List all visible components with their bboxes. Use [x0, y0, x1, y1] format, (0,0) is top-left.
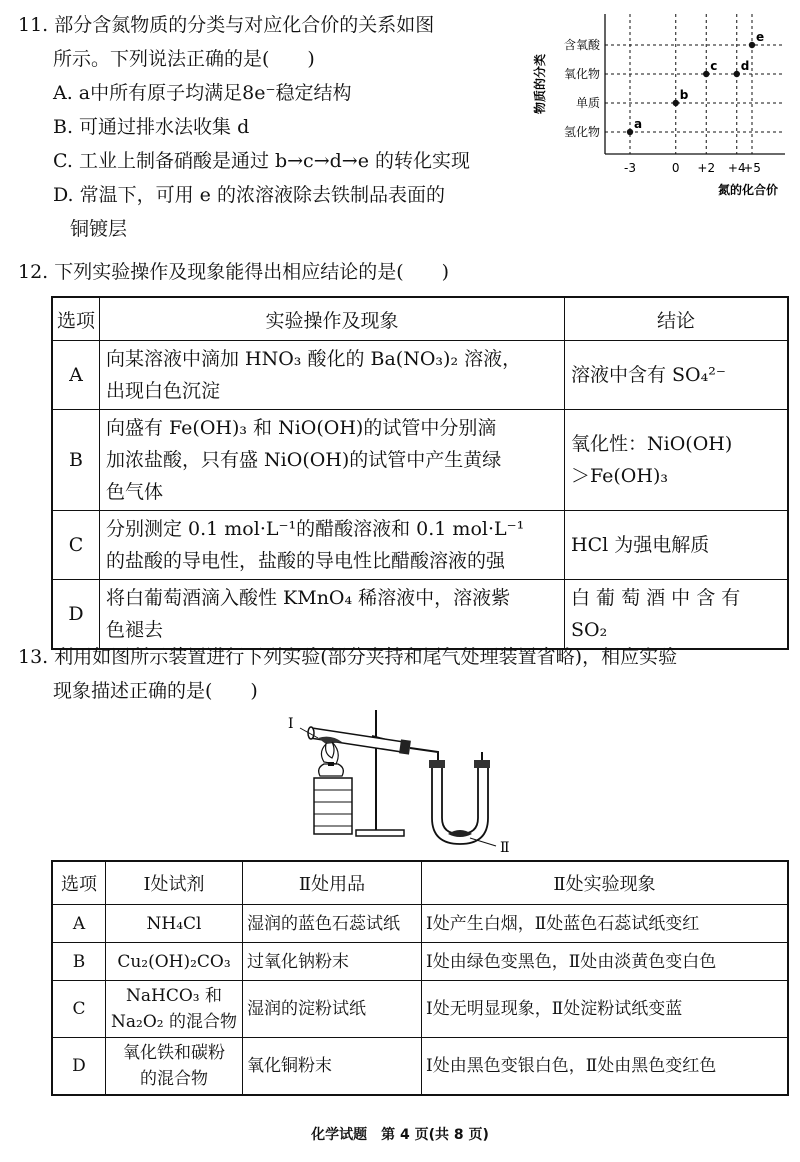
q12-operation-line: 将白葡萄酒滴入酸性 KMnO₄ 稀溶液中，溶液紫: [106, 587, 511, 609]
q12-operation-line: 向盛有 Fe(OH)₃ 和 NiO(OH)的试管中分别滴: [106, 417, 497, 439]
page-footer: 化学试题 第 4 页(共 8 页): [311, 1127, 489, 1143]
q12-row: [52, 580, 788, 650]
q13-stem-line2: 现象描述正确的是( ): [53, 680, 258, 702]
label-I: Ⅰ: [288, 716, 294, 732]
x-tick-label: -3: [624, 161, 636, 175]
q13-row-reagent: [106, 943, 243, 981]
x-tick-label: 0: [671, 161, 680, 175]
point-label-d: d: [740, 59, 750, 73]
q12-operation-line: 色气体: [106, 481, 164, 503]
q11-option-d: D. 常温下，可用 e 的浓溶液除去铁制品表面的: [53, 184, 445, 206]
q12-row-option: C: [52, 511, 100, 580]
q12-row-conclusion: [565, 341, 789, 410]
q13-row-reagent: [106, 905, 243, 943]
q12-conclusion-line: HCl 为强电解质: [571, 534, 710, 556]
q12-row-conclusion: [565, 580, 789, 650]
y-tick-label: 单质: [575, 96, 600, 110]
y-tick-label: 氧化物: [563, 67, 600, 81]
q13-header-item: Ⅱ处用品: [243, 861, 422, 905]
data-point-d: [734, 71, 740, 77]
data-point-c: [703, 71, 709, 77]
x-tick-label: +4: [727, 161, 746, 175]
q12-row-operation: [100, 511, 565, 580]
x-tick-label: +2: [697, 161, 716, 175]
q13-row-phenomenon: Ⅰ处产生白烟，Ⅱ处蓝色石蕊试纸变红: [422, 905, 789, 943]
q13-row-option: A: [52, 905, 106, 943]
q12-conclusion-line: SO₂: [571, 619, 608, 641]
q13-row-phenomenon: Ⅰ处由黑色变银白色，Ⅱ处由黑色变红色: [422, 1038, 789, 1096]
q12-header-conclusion: 结论: [565, 297, 789, 341]
alcohol-lamp: [319, 742, 344, 776]
label-II: Ⅱ: [500, 840, 510, 854]
q12-row-option: A: [52, 341, 100, 410]
q13-row-reagent: [106, 981, 243, 1038]
x-axis-label: 氮的化合价: [717, 183, 779, 197]
point-label-c: c: [710, 59, 718, 73]
q13-row-item: 湿润的蓝色石蕊试纸: [243, 905, 422, 943]
q12-row: [52, 410, 788, 511]
q13-reagent-line: 氧化铁和碳粉: [123, 1043, 225, 1063]
q13-row-reagent: [106, 1038, 243, 1096]
q12-row: [52, 511, 788, 580]
q12-stem: 12. 下列实验操作及现象能得出相应结论的是( ): [18, 261, 450, 283]
wooden-block: [314, 778, 352, 834]
point-label-a: a: [634, 117, 643, 131]
q13-reagent-line: Cu₂(OH)₂CO₃: [117, 951, 231, 972]
q12-operation-line: 的盐酸的导电性，盐酸的导电性比醋酸溶液的强: [106, 550, 506, 572]
q13-row-phenomenon: Ⅰ处由绿色变黑色，Ⅱ处由淡黄色变白色: [422, 943, 789, 981]
data-point-b: [673, 100, 679, 106]
q13-header-reagent: Ⅰ处试剂: [106, 861, 243, 905]
data-point-a: [627, 129, 633, 135]
q12-header-row: [52, 297, 788, 341]
q11-option-c: C. 工业上制备硝酸是通过 b→c→d→e 的转化实现: [53, 150, 470, 172]
q13-reagent-line: NH₄Cl: [146, 913, 202, 934]
q12-conclusion-line: ＞Fe(OH)₃: [571, 465, 668, 487]
q12-header-operation: 实验操作及现象: [100, 297, 565, 341]
q13-reagent-line: NaHCO₃ 和: [126, 986, 222, 1006]
q13-row: [52, 981, 788, 1038]
x-tick-label: +5: [743, 161, 761, 175]
y-tick-label: 氢化物: [563, 125, 600, 139]
q12-conclusion-line: 溶液中含有 SO₄²⁻: [571, 364, 726, 386]
q13-header-option: 选项: [52, 861, 106, 905]
point-label-b: b: [679, 88, 689, 102]
q13-row-option: C: [52, 981, 106, 1038]
q11-option-a: A. a中所有原子均满足8e⁻稳定结构: [53, 82, 352, 104]
question-13: [18, 640, 677, 708]
q13-row-item: 氧化铜粉末: [243, 1038, 422, 1096]
q11-option-d-cont: 铜镀层: [70, 218, 128, 240]
u-tube: [429, 752, 490, 844]
experiment-apparatus: [286, 706, 526, 854]
q12-operation-line: 分别测定 0.1 mol·L⁻¹的醋酸溶液和 0.1 mol·L⁻¹: [106, 518, 525, 540]
q12-operation-line: 加浓盐酸，只有盛 NiO(OH)的试管中产生黄绿: [106, 449, 502, 471]
q13-row: [52, 905, 788, 943]
q13-row-item: 湿润的淀粉试纸: [243, 981, 422, 1038]
question-11: [18, 8, 528, 246]
q13-row-item: 过氧化钠粉末: [243, 943, 422, 981]
nitrogen-valence-chart: [530, 12, 795, 202]
q12-row: [52, 341, 788, 410]
q12-row-option: D: [52, 580, 100, 650]
q13-table: [51, 860, 789, 1096]
q11-stem-line1: 11. 部分含氮物质的分类与对应化合价的关系如图: [18, 14, 435, 36]
q13-row-option: B: [52, 943, 106, 981]
q12-operation-line: 向某溶液中滴加 HNO₃ 酸化的 Ba(NO₃)₂ 溶液，: [106, 348, 522, 370]
q11-option-b: B. 可通过排水法收集 d: [53, 116, 250, 138]
q13-row-phenomenon: Ⅰ处无明显现象，Ⅱ处淀粉试纸变蓝: [422, 981, 789, 1038]
stopper: [399, 739, 411, 754]
q13-header-phenomenon: Ⅱ处实验现象: [422, 861, 789, 905]
q12-conclusion-line: 白 葡 萄 酒 中 含 有: [571, 587, 741, 609]
q13-reagent-line: 的混合物: [140, 1069, 208, 1089]
q12-header-option: 选项: [52, 297, 100, 341]
q12-conclusion-line: 氧化性：NiO(OH): [571, 433, 733, 455]
q13-stem-line1: 13. 利用如图所示装置进行下列实验(部分夹持和尾气处理装置省略)，相应实验: [18, 646, 678, 668]
q11-stem-line2: 所示。下列说法正确的是( ): [53, 48, 315, 70]
q12-row-operation: [100, 341, 565, 410]
q13-reagent-line: Na₂O₂ 的混合物: [111, 1012, 237, 1032]
q13-row: [52, 943, 788, 981]
q12-row-conclusion: [565, 410, 789, 511]
q12-row-operation: [100, 410, 565, 511]
q13-row: [52, 1038, 788, 1096]
y-tick-label: 含氧酸: [563, 38, 600, 52]
q13-row-option: D: [52, 1038, 106, 1096]
q12-row-conclusion: [565, 511, 789, 580]
q12-row-option: B: [52, 410, 100, 511]
stand-base: [356, 830, 404, 836]
y-axis-label: 物质的分类: [533, 53, 547, 115]
q12-table: [51, 296, 789, 650]
q12-operation-line: 色褪去: [106, 619, 164, 641]
q12-row-operation: [100, 580, 565, 650]
q12-operation-line: 出现白色沉淀: [106, 380, 221, 402]
question-12: [18, 255, 449, 289]
q13-header-row: [52, 861, 788, 905]
point-label-e: e: [756, 30, 765, 44]
data-point-e: [749, 42, 755, 48]
